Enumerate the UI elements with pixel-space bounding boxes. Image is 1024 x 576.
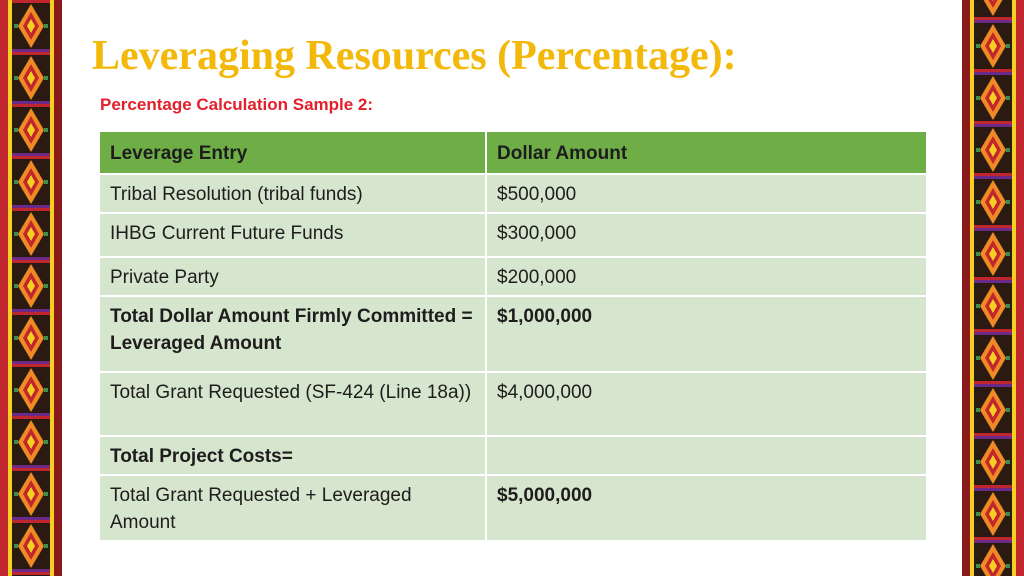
entry-cell: IHBG Current Future Funds: [99, 213, 486, 257]
header-dollar-amount: Dollar Amount: [486, 131, 927, 174]
table-row: [99, 475, 927, 541]
amount-cell: $1,000,000: [486, 296, 927, 372]
header-leverage-entry: Leverage Entry: [99, 131, 486, 174]
table-row: [99, 372, 927, 436]
slide-title: Leveraging Resources (Percentage):: [92, 33, 737, 79]
table-row: [99, 257, 927, 296]
decorative-border-right: [962, 0, 1024, 576]
entry-cell: Total Grant Requested + Leveraged Amount: [99, 475, 486, 541]
entry-cell: Total Grant Requested (SF-424 (Line 18a)): [99, 372, 486, 436]
entry-cell: Tribal Resolution (tribal funds): [99, 174, 486, 213]
table-row: [99, 213, 927, 257]
amount-cell: $5,000,000: [486, 475, 927, 541]
table-row: [99, 436, 927, 475]
amount-cell: [486, 436, 927, 475]
entry-cell: Total Dollar Amount Firmly Committed = Leveraged Amount: [99, 296, 486, 372]
slide-subtitle: Percentage Calculation Sample 2:: [100, 95, 374, 114]
table-header-row: [99, 131, 927, 174]
entry-cell: Total Project Costs=: [99, 436, 486, 475]
entry-cell: Private Party: [99, 257, 486, 296]
table-row: [99, 174, 927, 213]
decorative-border-left: [0, 0, 62, 576]
leverage-table: [98, 130, 928, 542]
amount-cell: $200,000: [486, 257, 927, 296]
table-row: [99, 296, 927, 372]
amount-cell: $300,000: [486, 213, 927, 257]
amount-cell: $500,000: [486, 174, 927, 213]
amount-cell: $4,000,000: [486, 372, 927, 436]
